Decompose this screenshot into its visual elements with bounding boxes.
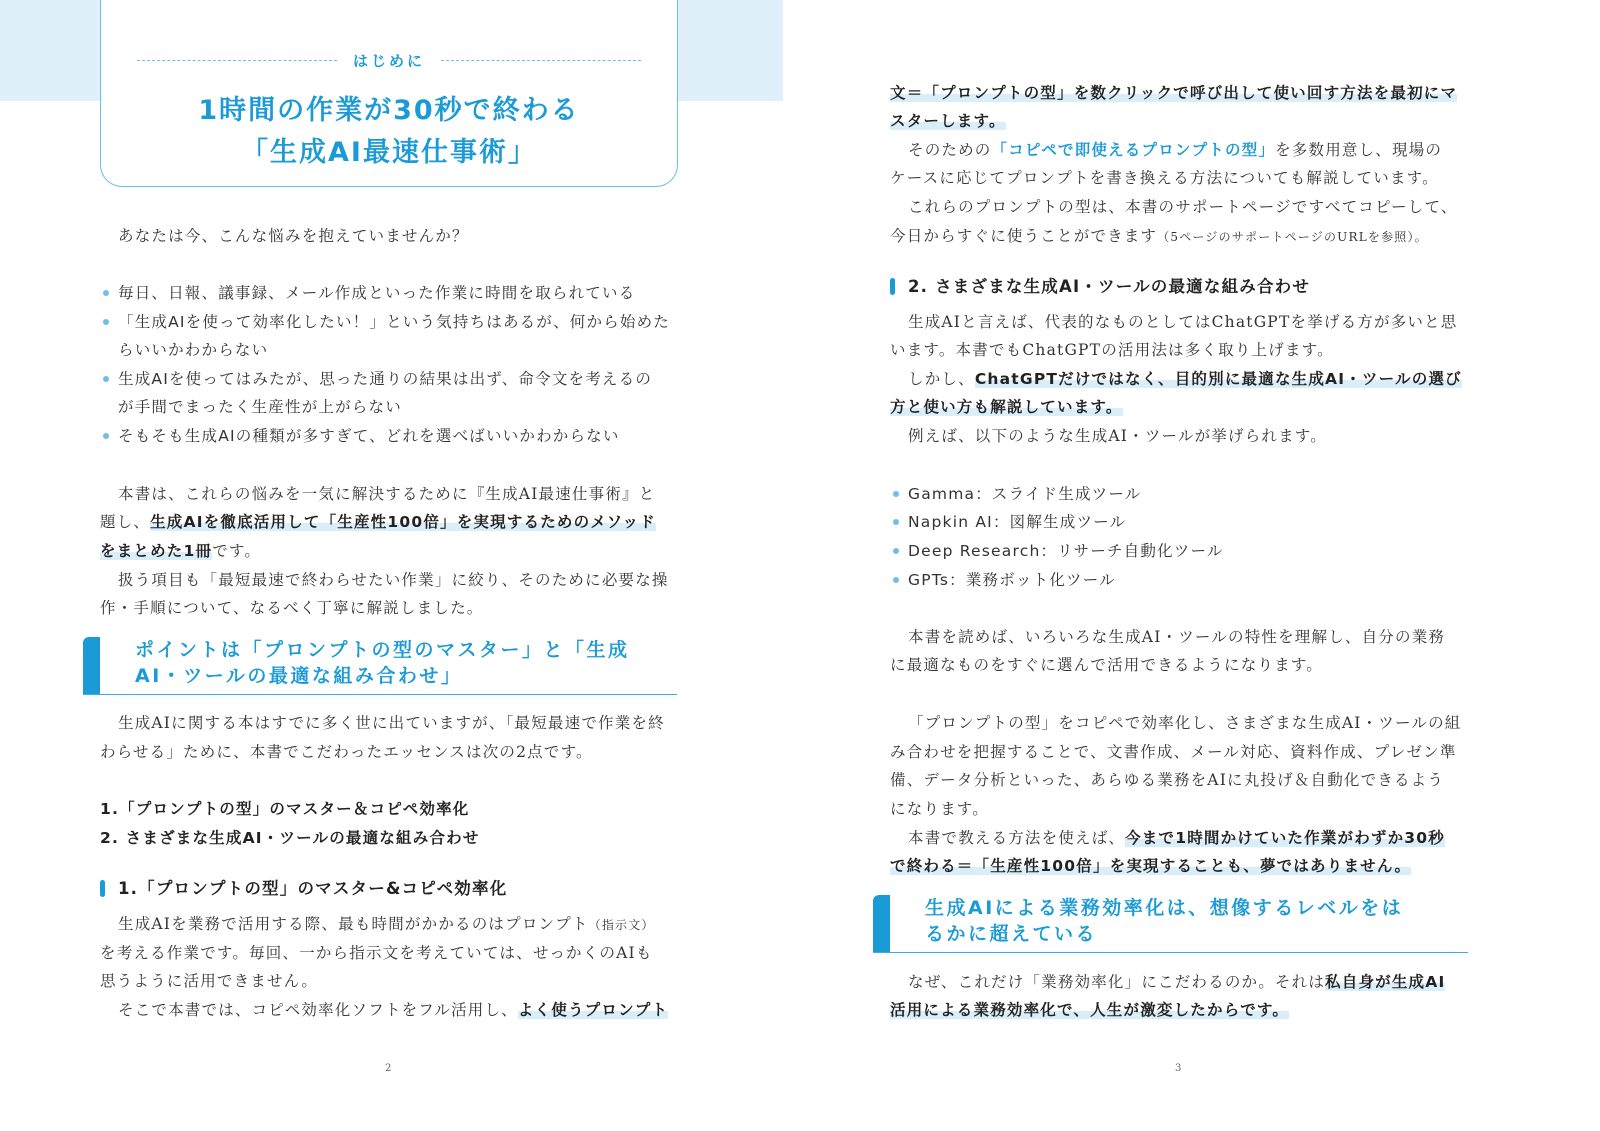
- text-line: [100, 798, 469, 820]
- text-run: を考える作業です。毎回、一から指示文を考えていては、せっかくのAIも: [100, 944, 653, 962]
- chapter-title-line2: 「生成AI最速仕事術」: [241, 137, 537, 168]
- text-run: あなたは今、こんな悩みを抱えていませんか？: [118, 227, 469, 245]
- text-line: [908, 626, 1445, 648]
- text-line: [890, 82, 1457, 104]
- section-heading-left: [83, 637, 677, 695]
- text-line: [100, 741, 593, 763]
- text-run: み合わせを把握することで、文書作成、メール対応、資料作成、プレゼン準: [890, 743, 1457, 761]
- text-run: らいいかわからない: [118, 341, 269, 359]
- bullet-item: [118, 425, 620, 447]
- text-run: 生成AIを業務で活用する際、最も時間がかかるのはプロンプト: [118, 915, 589, 933]
- text-run: に最適なものをすぐに選んで活用できるようになります。: [890, 656, 1323, 674]
- heading-line2: AI・ツールの最適な組み合わせ」: [135, 665, 463, 687]
- bullet-item: [118, 311, 670, 333]
- text-run: 扱う項目も「最短最速で終わらせたい作業」に絞り、そのために必要な操: [118, 571, 669, 589]
- text-run: そもそも生成AIの種類が多すぎて、どれを選べばいいかわからない: [118, 427, 620, 445]
- text-run: 「プロンプトの型」をコピペで効率化し、さまざまな生成AI・ツールの組: [908, 714, 1462, 732]
- page-number-left: 2: [385, 1063, 392, 1074]
- bullet-dot-icon: [893, 577, 899, 583]
- text-line: [100, 511, 656, 533]
- text-run: GPTs：業務ボット化ツール: [908, 571, 1116, 589]
- text-line: [890, 769, 1444, 791]
- section-heading-right: [873, 895, 1468, 953]
- subheading-bar-icon: [890, 278, 895, 295]
- bullet-item: [908, 511, 1126, 533]
- heading-line1: 生成AIによる業務効率化は、想像するレベルをは: [925, 897, 1404, 919]
- text-run: 例えば、以下のような生成AI・ツールが挙げられます。: [908, 427, 1327, 445]
- text-line: [890, 225, 1428, 247]
- highlighted-text: 方と使い方も解説しています。: [890, 398, 1123, 416]
- text-run: 生成AIを使ってはみたが、思った通りの結果は出ず、命令文を考えるの: [118, 370, 653, 388]
- text-run: これらのプロンプトの型は、本書のサポートページですべてコピーして、: [908, 198, 1458, 216]
- text-run: 2. さまざまな生成AI・ツールの最適な組み合わせ: [908, 277, 1311, 296]
- text-run: 本書で教える方法を使えば、: [908, 829, 1126, 847]
- text-run: です。: [212, 542, 262, 560]
- text-run: 題し、: [100, 513, 151, 531]
- highlighted-text: スターします。: [890, 112, 1006, 130]
- text-run: （5ページのサポートページのURLを参照）。: [1157, 230, 1428, 244]
- chapter-title-box: [100, 0, 678, 187]
- text-run: そこで本書では、コピペ効率化ソフトをフル活用し、: [118, 1001, 518, 1019]
- text-run: Napkin AI：図解生成ツール: [908, 513, 1127, 531]
- text-line: [908, 368, 1462, 390]
- text-line: [100, 827, 480, 849]
- text-line: [908, 139, 1442, 161]
- text-line: [118, 569, 669, 591]
- text-run: を多数用意し、現場の: [1275, 141, 1443, 159]
- text-line: [908, 311, 1457, 333]
- text-line: [118, 225, 469, 247]
- text-run: 備、データ分析といった、あらゆる業務をAIに丸投げ＆自動化できるよう: [890, 771, 1445, 789]
- text-line: [100, 540, 261, 562]
- text-run: しかし、: [908, 370, 975, 388]
- highlighted-text: 今まで1時間かけていた作業がわずか30秒: [1125, 829, 1445, 847]
- text-run: そのための: [908, 141, 992, 159]
- bullet-dot-icon: [103, 376, 109, 382]
- text-run: 本書は、これらの悩みを一気に解決するために『生成AI最速仕事術』と: [118, 485, 656, 503]
- highlighted-text: をまとめた1冊: [100, 542, 213, 560]
- bullet-dot-icon: [893, 491, 899, 497]
- text-line: [118, 999, 668, 1021]
- text-run: （指示文）: [588, 918, 655, 932]
- text-run: なぜ、これだけ「業務効率化」にこだわるのか。それは: [908, 973, 1326, 991]
- text-line: [890, 798, 989, 820]
- text-run: 生成AIと言えば、代表的なものとしてはChatGPTを挙げる方が多いと思: [908, 313, 1458, 331]
- bullet-item: [908, 483, 1141, 505]
- bullet-item: [118, 368, 652, 390]
- highlighted-text: で終わる＝「生産性100倍」を実現することも、夢ではありません。: [890, 857, 1412, 875]
- heading-bar: [873, 895, 890, 952]
- page-number-right: 3: [1175, 1063, 1182, 1074]
- bullet-item: [908, 569, 1116, 591]
- text-line: [100, 970, 318, 992]
- text-run: 今日からすぐに使うことができます: [890, 227, 1158, 245]
- text-line: [908, 196, 1458, 218]
- text-run: Gamma：スライド生成ツール: [908, 485, 1142, 503]
- accent-text: 「コピペで即使えるプロンプトの型」: [991, 141, 1276, 159]
- text-run: 毎日、日報、議事録、メール作成といった作業に時間を取られている: [118, 284, 636, 302]
- text-run: 1.「プロンプトの型」のマスター＆コピペ効率化: [100, 800, 470, 818]
- text-line: [908, 971, 1445, 993]
- bullet-dot-icon: [103, 290, 109, 296]
- text-line: [908, 827, 1445, 849]
- chapter-title-line1: 1時間の作業が30秒で終わる: [198, 95, 580, 126]
- text-run: 「生成AIを使って効率化したい！」という気持ちはあるが、何から始めた: [118, 313, 670, 331]
- text-run: わらせる」ために、本書でこだわったエッセンスは次の2点です。: [100, 743, 593, 761]
- highlighted-text: 文＝「プロンプトの型」を数クリックで呼び出して使い回す方法を最初にマ: [890, 84, 1458, 102]
- text-line: [908, 425, 1327, 447]
- text-run: 作・手順について、なるべく丁寧に解説しました。: [100, 599, 484, 617]
- text-line: [118, 712, 665, 734]
- text-line: [890, 339, 1334, 361]
- text-run: 2. さまざまな生成AI・ツールの最適な組み合わせ: [100, 829, 480, 847]
- highlighted-text: 私自身が生成AI: [1325, 973, 1446, 991]
- bullet-item: [118, 282, 635, 304]
- text-line: [118, 483, 655, 505]
- text-run: になります。: [890, 800, 989, 818]
- text-run: います。本書でもChatGPTの活用法は多く取り上げます。: [890, 341, 1334, 359]
- text-line: [118, 396, 402, 418]
- text-line: [890, 167, 1439, 189]
- subheading: [908, 276, 1310, 298]
- text-run: が手間でまったく生産性が上がらない: [118, 398, 402, 416]
- text-line: [908, 712, 1462, 734]
- text-run: 1.「プロンプトの型」のマスター&コピペ効率化: [118, 879, 508, 898]
- bullet-dot-icon: [103, 433, 109, 439]
- chapter-label: はじめに: [352, 52, 425, 70]
- heading-line2: るかに超えている: [925, 923, 1098, 945]
- text-line: [890, 999, 1289, 1021]
- text-line: [100, 597, 483, 619]
- text-line: [118, 339, 268, 361]
- highlighted-text: ChatGPTだけではなく、目的別に最適な生成AI・ツールの選び: [974, 370, 1462, 388]
- bullet-dot-icon: [103, 319, 109, 325]
- highlighted-text: よく使うプロンプト: [517, 1001, 669, 1019]
- text-line: [100, 942, 653, 964]
- bullet-dot-icon: [893, 548, 899, 554]
- text-run: 本書を読めば、いろいろな生成AI・ツールの特性を理解し、自分の業務: [908, 628, 1446, 646]
- highlighted-text: 生成AIを徹底活用して「生産性100倍」を実現するためのメソッド: [150, 513, 656, 531]
- bullet-item: [908, 540, 1224, 562]
- heading-bar: [83, 637, 100, 694]
- heading-line1: ポイントは「プロンプトの型のマスター」と「生成: [135, 639, 630, 661]
- bullet-dot-icon: [893, 519, 899, 525]
- text-line: [890, 741, 1457, 763]
- text-run: ケースに応じてプロンプトを書き換える方法についても解説しています。: [890, 169, 1439, 187]
- text-line: [890, 855, 1411, 877]
- text-line: [890, 110, 1006, 132]
- text-run: 生成AIに関する本はすでに多く世に出ていますが、「最短最速で作業を終: [118, 714, 665, 732]
- text-line: [890, 654, 1323, 676]
- subheading-bar-icon: [100, 880, 105, 897]
- text-run: Deep Research：リサーチ自動化ツール: [908, 542, 1224, 560]
- text-run: 思うように活用できません。: [100, 972, 319, 990]
- highlighted-text: 活用による業務効率化で、人生が激変したからです。: [890, 1001, 1290, 1019]
- text-line: [890, 396, 1123, 418]
- subheading: [118, 878, 507, 900]
- text-line: [118, 913, 655, 935]
